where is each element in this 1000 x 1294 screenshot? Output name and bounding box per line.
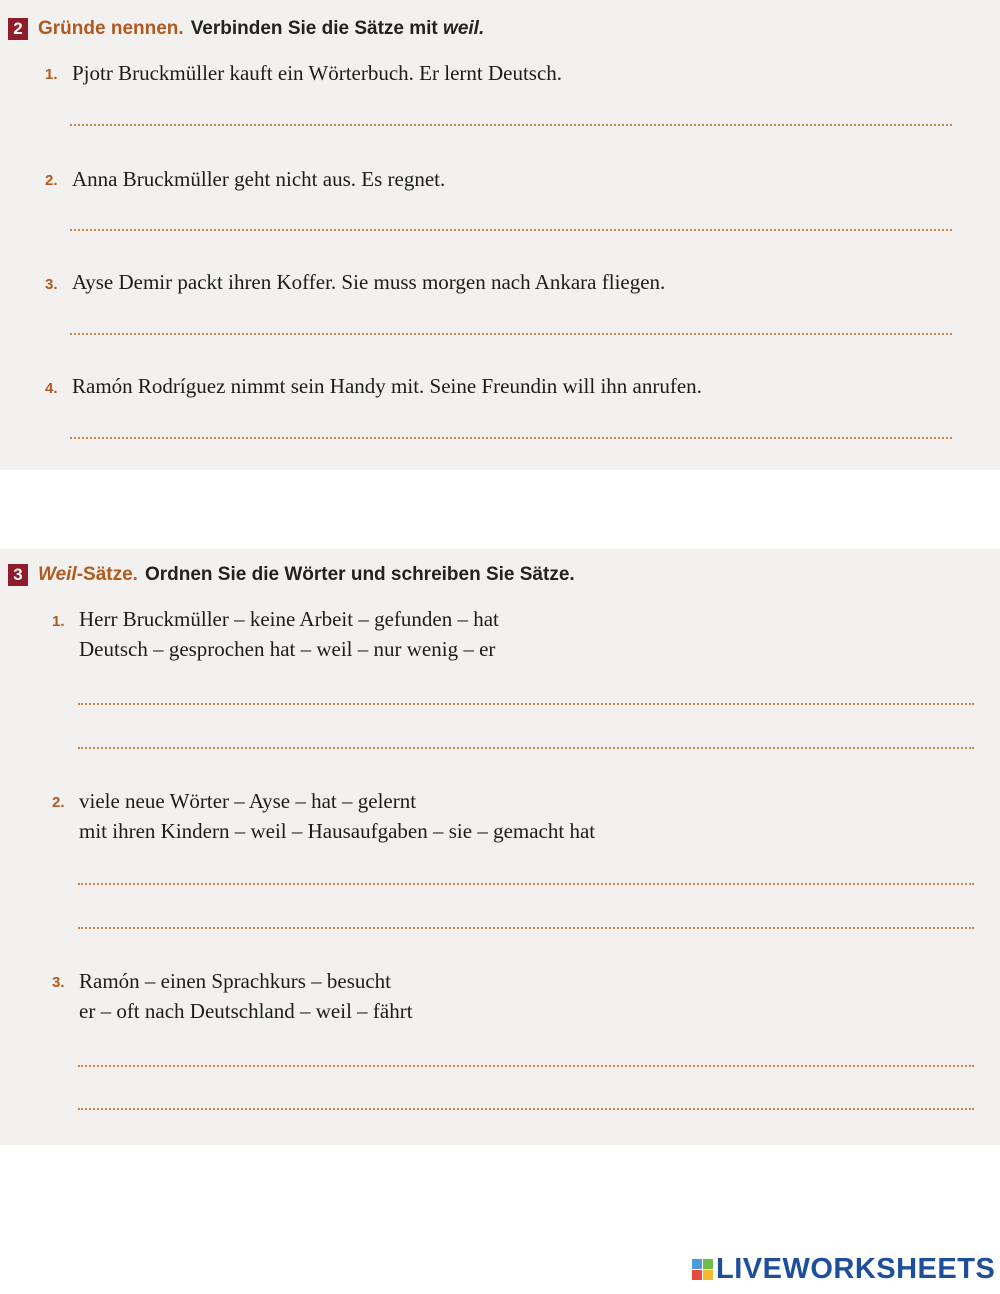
logo-square	[692, 1259, 702, 1269]
item-number: 2.	[45, 172, 58, 189]
logo-text: LIVEWORKSHEETS	[716, 1252, 996, 1285]
word-group-line-2: Deutsch – gesprochen hat – weil – nur wenig – er	[79, 637, 496, 661]
item-number: 1.	[52, 613, 65, 630]
exercise-instruction: Verbinden Sie die Sätze mit weil.	[190, 18, 485, 39]
answer-field-2-2[interactable]	[70, 201, 950, 229]
item-number: 3.	[52, 974, 65, 991]
item-number: 1.	[45, 66, 58, 83]
answer-line	[78, 703, 974, 705]
answer-line	[70, 333, 952, 335]
item-number: 3.	[45, 276, 58, 293]
logo-square	[703, 1259, 713, 1269]
word-group-line-1: Ramón – einen Sprachkurs – besucht	[79, 969, 392, 993]
exercise-title: Gründe nennen.	[38, 18, 184, 39]
item-sentence: Anna Bruckmüller geht nicht aus. Es regnet.	[72, 167, 446, 191]
word-group-line-2: mit ihren Kindern – weil – Hausaufgaben – sie – gemacht hat	[79, 819, 596, 843]
logo-square	[703, 1270, 713, 1280]
word-group-line-1: viele neue Wörter – Ayse – hat – gelernt	[79, 789, 417, 813]
answer-line	[78, 883, 974, 885]
answer-field-3-1b[interactable]	[78, 719, 972, 747]
answer-field-2-3[interactable]	[70, 305, 950, 333]
answer-field-3-2a[interactable]	[78, 855, 972, 883]
exercise-3-panel	[0, 549, 1000, 1145]
answer-field-3-3b[interactable]	[78, 1080, 972, 1108]
exercise-2-panel	[0, 0, 1000, 470]
answer-field-2-4[interactable]	[70, 409, 950, 437]
answer-field-2-1[interactable]	[70, 96, 950, 124]
answer-line	[70, 124, 952, 126]
answer-line	[78, 747, 974, 749]
item-sentence: Ayse Demir packt ihren Koffer. Sie muss morgen nach Ankara fliegen.	[72, 270, 666, 294]
answer-line	[70, 437, 952, 439]
answer-line	[78, 927, 974, 929]
word-group-line-1: Herr Bruckmüller – keine Arbeit – gefunden – hat	[79, 607, 499, 631]
logo-mark-icon	[692, 1259, 713, 1280]
item-number: 2.	[52, 794, 65, 811]
item-sentence: Ramón Rodríguez nimmt sein Handy mit. Seine Freundin will ihn anrufen.	[72, 374, 702, 398]
item-number: 4.	[45, 380, 58, 397]
answer-line	[78, 1108, 974, 1110]
exercise-number-badge: 3	[8, 564, 28, 586]
exercise-title: Weil-Sätze.	[38, 564, 138, 585]
exercise-3-header	[8, 564, 575, 586]
logo-square	[692, 1270, 702, 1280]
exercise-2-header	[8, 18, 484, 40]
answer-field-3-3a[interactable]	[78, 1037, 972, 1065]
answer-line	[70, 229, 952, 231]
liveworksheets-logo	[692, 1254, 995, 1284]
answer-line	[78, 1065, 974, 1067]
answer-field-3-2b[interactable]	[78, 899, 972, 927]
word-group-line-2: er – oft nach Deutschland – weil – fährt	[79, 999, 413, 1023]
exercise-instruction: Ordnen Sie die Wörter und schreiben Sie Sätze.	[144, 564, 575, 585]
exercise-number-badge: 2	[8, 18, 28, 40]
answer-field-3-1a[interactable]	[78, 675, 972, 703]
item-sentence: Pjotr Bruckmüller kauft ein Wörterbuch. Er lernt Deutsch.	[72, 61, 563, 85]
